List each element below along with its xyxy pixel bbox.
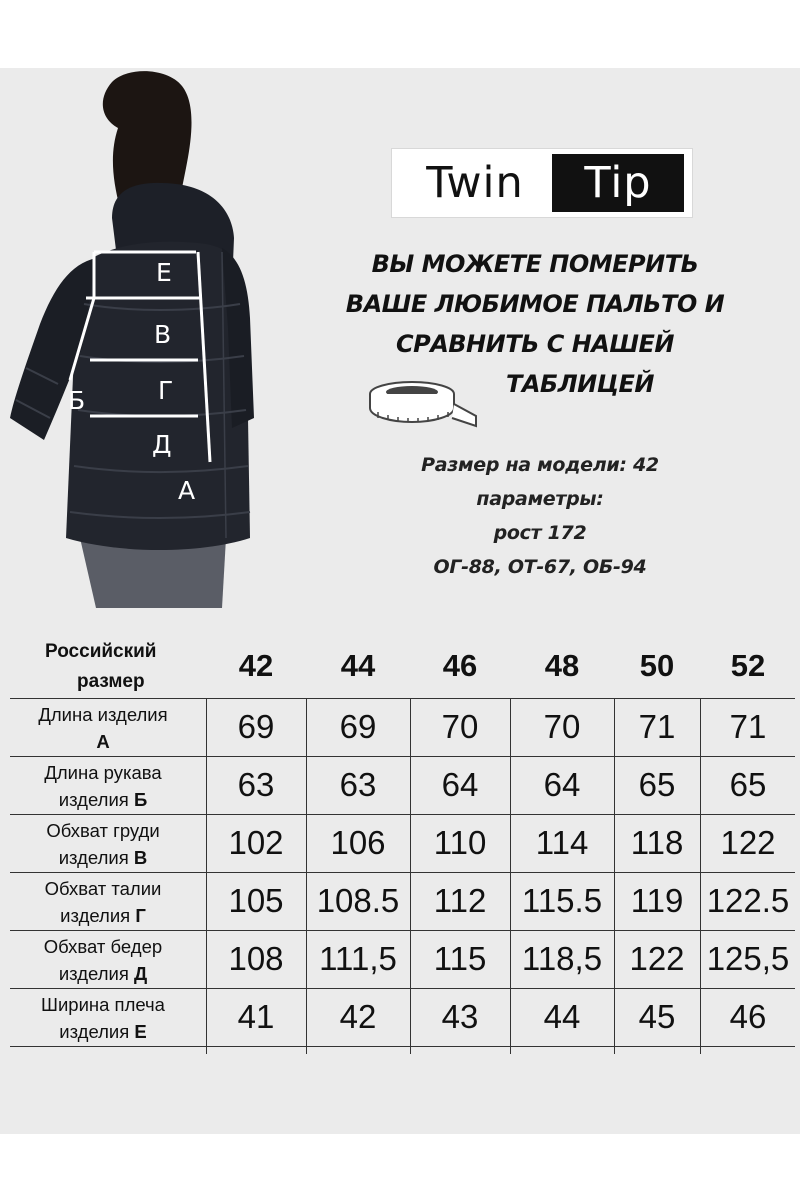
size-value-cell: 110 <box>433 824 487 861</box>
size-value-cell: 125,5 <box>706 940 790 977</box>
row-measure-letter: А <box>96 731 110 752</box>
row-label <box>0 872 206 930</box>
size-value-cell: 63 <box>237 766 275 803</box>
size-value-cell: 70 <box>543 708 581 745</box>
measure-letter-b: Б <box>68 386 86 415</box>
size-value-cell: 112 <box>433 882 487 919</box>
size-header: 50 <box>639 648 675 683</box>
row-label <box>0 756 206 814</box>
table-divider <box>10 814 795 815</box>
table-row <box>0 756 800 814</box>
headline-line: ВЫ МОЖЕТЕ ПОМЕРИТЬ <box>371 250 699 278</box>
size-value-cell: 41 <box>237 998 275 1035</box>
row-label-line1: Обхват бедер <box>43 936 163 957</box>
measuring-tape-icon <box>360 374 480 440</box>
table-row <box>0 814 800 872</box>
brand-logo-left: Twin <box>426 158 524 208</box>
table-row <box>0 698 800 756</box>
model-height: рост 172 <box>493 522 587 544</box>
size-value-cell: 108.5 <box>316 882 400 919</box>
table-row <box>0 872 800 930</box>
measure-letter-d: Д <box>152 430 172 459</box>
row-measure-letter: Е <box>134 1021 147 1042</box>
size-value-cell: 63 <box>339 766 377 803</box>
size-value-cell: 122.5 <box>706 882 790 919</box>
table-column-divider <box>306 698 307 1054</box>
size-chart-card <box>0 68 800 1134</box>
model-measurements: ОГ-88, ОТ-67, ОБ-94 <box>433 556 647 578</box>
row-label-line1: Обхват талии <box>44 878 162 899</box>
row-label-line1: Обхват груди <box>46 820 160 841</box>
row-label <box>0 814 206 872</box>
table-column-divider <box>206 698 207 1054</box>
size-value-cell: 115.5 <box>521 882 603 919</box>
row-label-line1: Длина рукава <box>44 762 162 783</box>
row-label-line2: изделия <box>59 1021 135 1042</box>
size-value-cell: 69 <box>339 708 377 745</box>
model-size: Размер на модели: 42 <box>421 454 659 476</box>
size-value-cell: 111,5 <box>319 940 397 977</box>
size-value-cell: 105 <box>228 882 284 919</box>
size-header: 52 <box>730 648 766 683</box>
row-label-line1: Длина изделия <box>38 704 168 725</box>
table-divider <box>10 872 795 873</box>
headline-line: СРАВНИТЬ С НАШЕЙ <box>395 330 675 358</box>
table-row <box>0 988 800 1046</box>
table-divider <box>10 756 795 757</box>
row-label <box>0 988 206 1046</box>
size-table <box>0 634 800 1046</box>
table-divider <box>10 1046 795 1047</box>
size-value-cell: 106 <box>330 824 386 861</box>
headline-line: ТАБЛИЦЕЙ <box>505 370 654 398</box>
table-column-divider <box>700 698 701 1054</box>
size-value-cell: 42 <box>339 998 377 1035</box>
row-label-line2: изделия <box>58 847 134 868</box>
row-measure-letter: В <box>133 847 148 868</box>
size-value-cell: 115 <box>433 940 487 977</box>
brand-logo-right: Tip <box>552 154 684 212</box>
row-label <box>0 930 206 988</box>
table-divider <box>10 930 795 931</box>
size-value-cell: 122 <box>720 824 776 861</box>
model-params-heading: параметры: <box>476 488 604 510</box>
row-label <box>0 698 206 756</box>
measure-letter-g: Г <box>158 376 174 405</box>
size-value-cell: 71 <box>638 708 676 745</box>
row-label-line2: изделия <box>58 789 134 810</box>
size-value-cell: 65 <box>638 766 676 803</box>
size-value-cell: 64 <box>441 766 479 803</box>
model-photo <box>0 68 260 608</box>
size-value-cell: 43 <box>441 998 479 1035</box>
size-value-cell: 102 <box>228 824 284 861</box>
size-value-cell: 122 <box>629 940 685 977</box>
headline-line: ВАШЕ ЛЮБИМОЕ ПАЛЬТО И <box>345 290 725 318</box>
size-header: 48 <box>544 648 580 683</box>
size-value-cell: 71 <box>729 708 767 745</box>
measure-letter-e: Е <box>156 258 172 287</box>
table-column-divider <box>614 698 615 1054</box>
size-value-cell: 64 <box>543 766 581 803</box>
size-value-cell: 70 <box>441 708 479 745</box>
table-column-divider <box>510 698 511 1054</box>
size-value-cell: 65 <box>729 766 767 803</box>
model-info <box>340 448 740 584</box>
row-measure-letter: Г <box>135 905 146 926</box>
brand-logo <box>391 148 693 218</box>
size-value-cell: 69 <box>237 708 275 745</box>
size-value-cell: 118,5 <box>521 940 603 977</box>
size-value-cell: 119 <box>630 882 684 919</box>
size-value-cell: 46 <box>729 998 767 1035</box>
row-measure-letter: Б <box>133 789 148 810</box>
size-value-cell: 118 <box>630 824 684 861</box>
measure-letter-a: А <box>178 476 196 505</box>
row-measure-letter: Д <box>133 963 148 984</box>
measure-letter-v: В <box>154 320 172 349</box>
size-header: 42 <box>238 648 274 683</box>
size-value-cell: 114 <box>535 824 589 861</box>
size-header: 44 <box>340 648 376 683</box>
size-value-cell: 44 <box>543 998 581 1035</box>
table-header-label: Российский размер <box>45 641 157 692</box>
row-label-line2: изделия <box>58 963 134 984</box>
row-label-line2: изделия <box>60 905 136 926</box>
table-divider <box>10 698 795 699</box>
table-column-divider <box>410 698 411 1054</box>
table-header-row <box>0 634 800 698</box>
row-label-line1: Ширина плеча <box>41 994 165 1015</box>
jacket-illustration <box>0 68 260 608</box>
size-value-cell: 108 <box>228 940 284 977</box>
size-value-cell: 45 <box>638 998 676 1035</box>
size-header: 46 <box>442 648 478 683</box>
table-row <box>0 930 800 988</box>
table-divider <box>10 988 795 989</box>
